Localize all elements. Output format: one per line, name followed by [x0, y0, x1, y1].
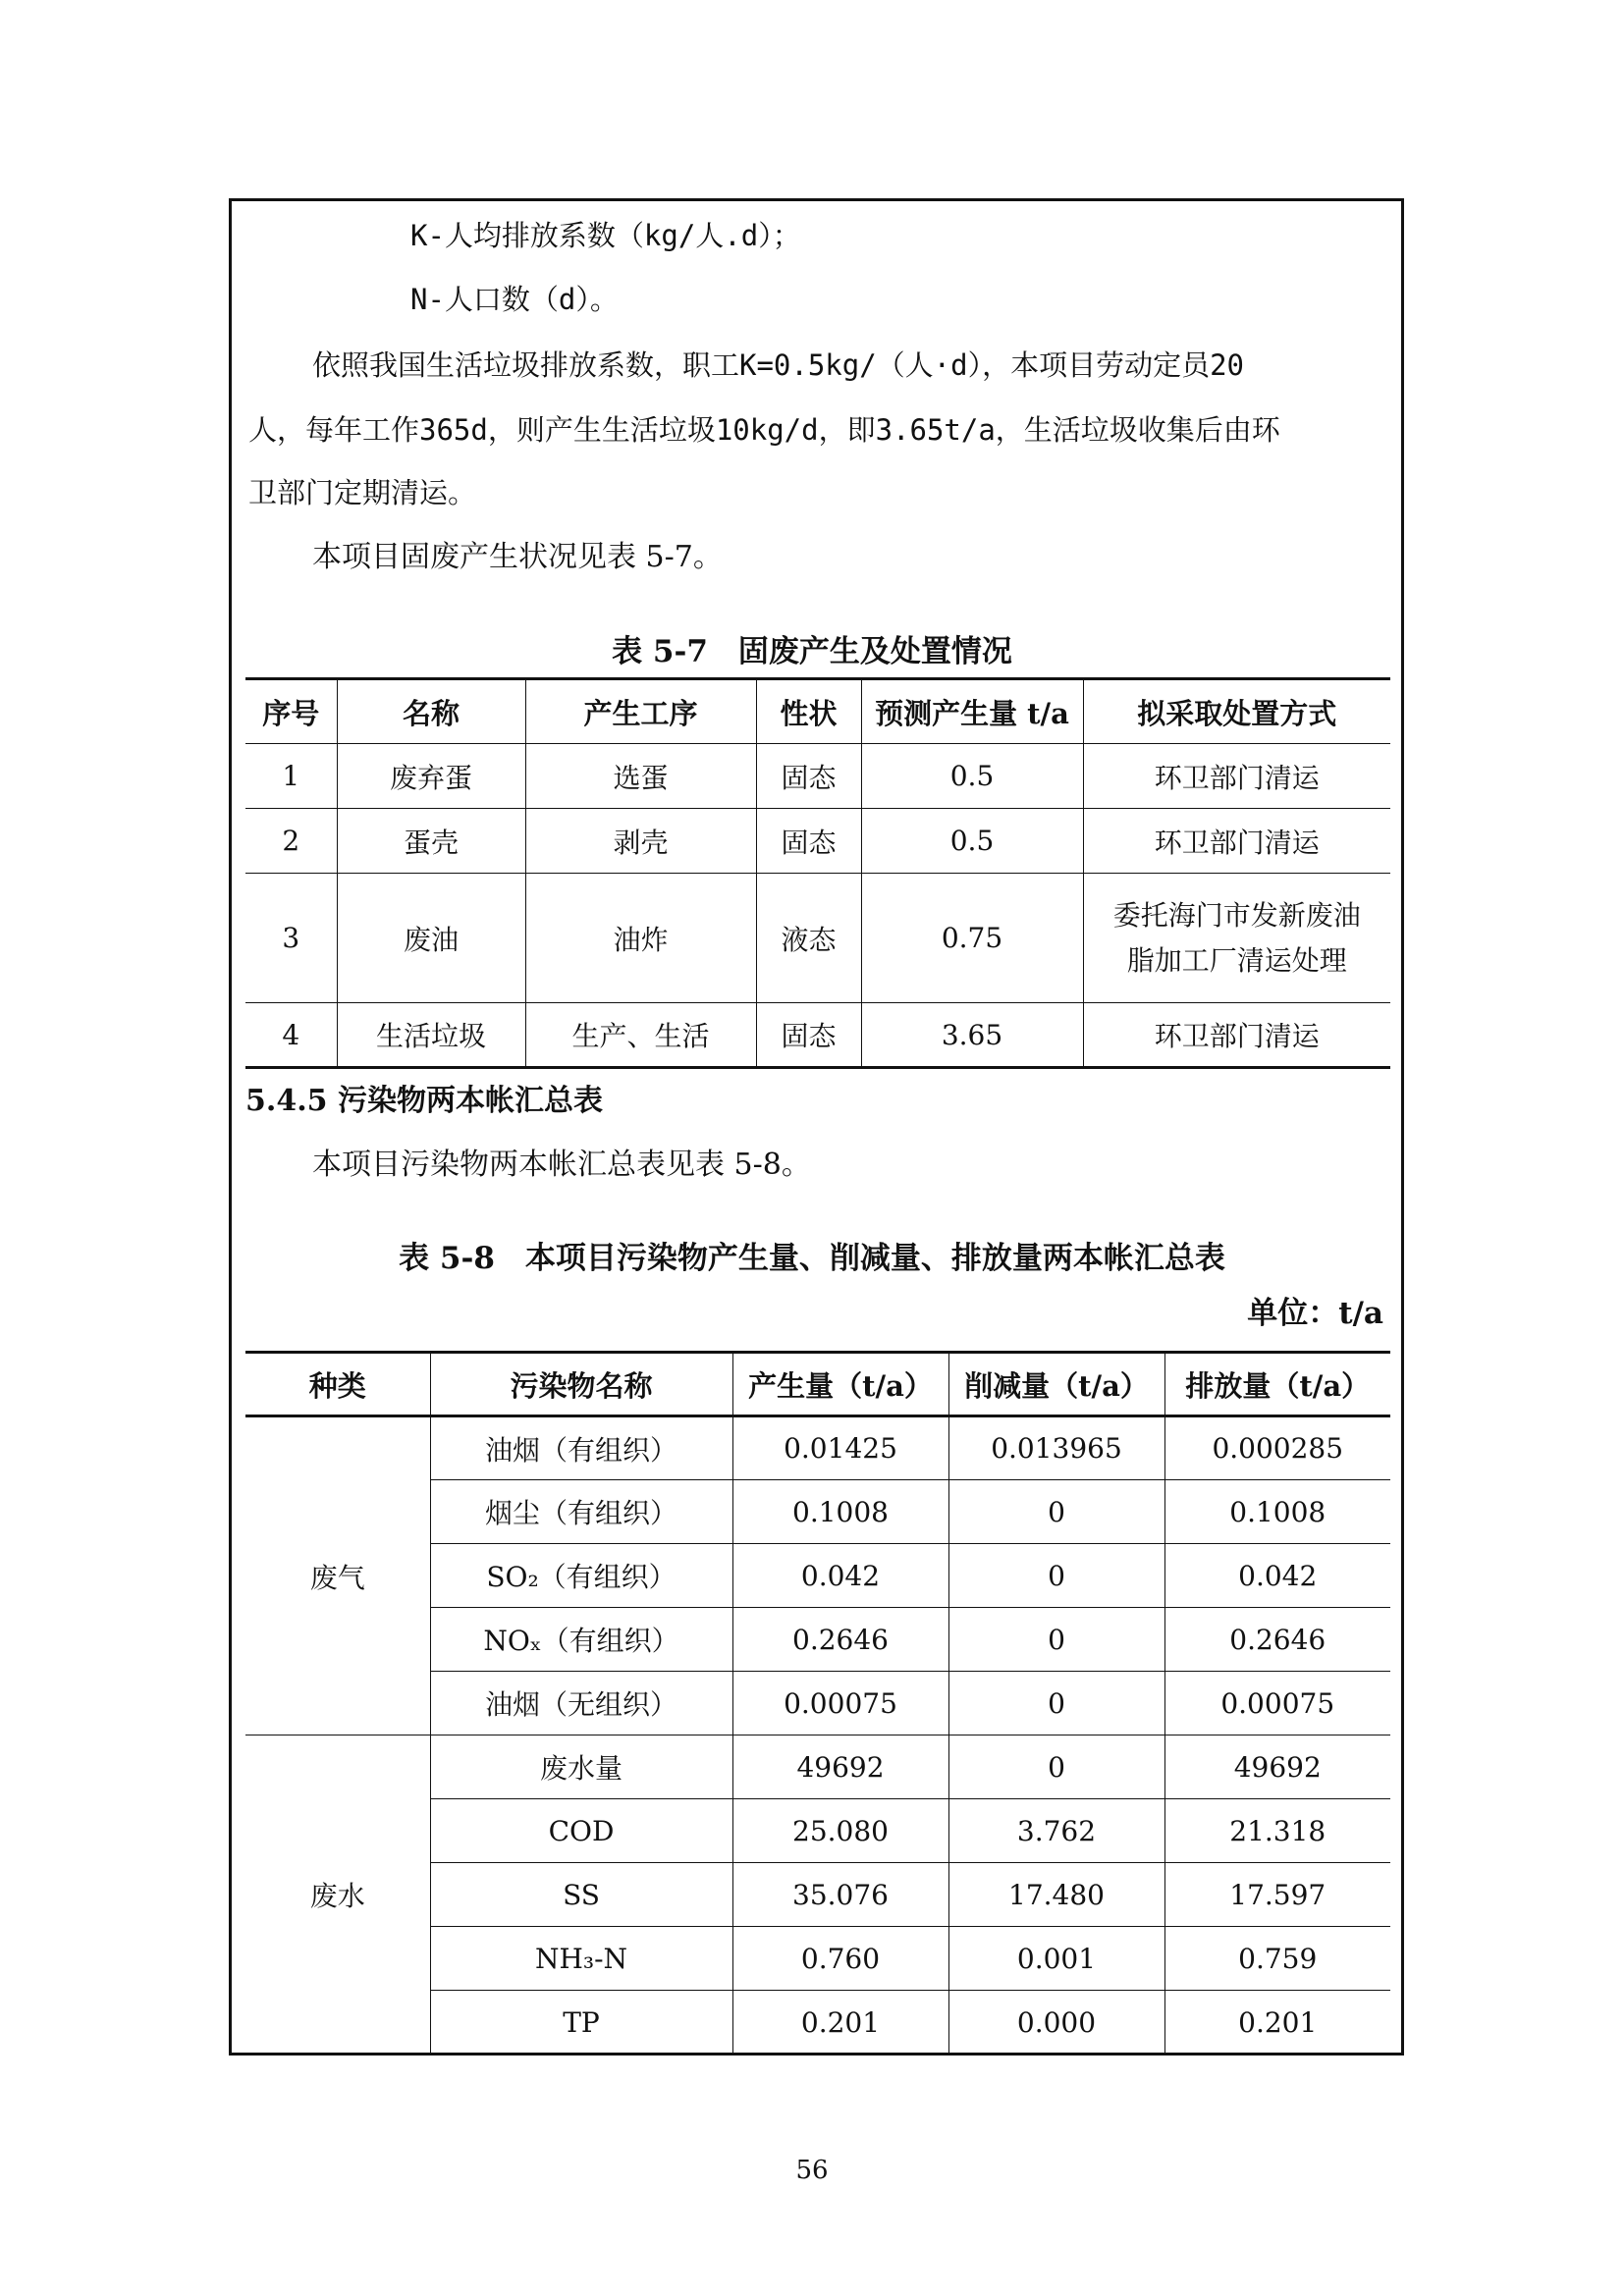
table-caption: 表 5-8 本项目污染物产生量、削减量、排放量两本帐汇总表: [399, 1241, 1225, 1276]
table-cell: 49692: [732, 1735, 948, 1799]
table-cell: 0.000285: [1164, 1416, 1390, 1480]
table-cell: 3.762: [948, 1799, 1164, 1863]
table-cell: 17.480: [948, 1863, 1164, 1927]
table-cell: 油烟（有组织）: [430, 1416, 732, 1480]
table-cell: 0.2646: [1164, 1608, 1390, 1672]
table-cell: 35.076: [732, 1863, 948, 1927]
table-cell: 固态: [756, 744, 861, 809]
category-cell: 废水: [245, 1735, 430, 2055]
table-cell: 0.000: [948, 1991, 1164, 2055]
table-cell: 0.5: [861, 809, 1083, 874]
table-cell: 废油: [337, 874, 525, 1003]
table-cell: 生产、生活: [525, 1003, 756, 1068]
table-cell: TP: [430, 1991, 732, 2055]
table-cell: 0.5: [861, 744, 1083, 809]
paragraph-line: 人，每年工作365d，则产生生活垃圾10kg/d，即3.65t/a，生活垃圾收集后由环: [248, 413, 1280, 447]
column-header: 拟采取处置方式: [1083, 679, 1390, 744]
column-header: 削减量（t/a）: [948, 1353, 1164, 1416]
table-row: [245, 809, 1390, 874]
column-header: 排放量（t/a）: [1164, 1353, 1390, 1416]
table-cell: 0: [948, 1608, 1164, 1672]
cell-line: 脂加工厂清运处理: [1126, 943, 1347, 977]
table-cell: 油炸: [525, 874, 756, 1003]
table-cell: 废水量: [430, 1735, 732, 1799]
table-cell: 0.042: [1164, 1544, 1390, 1608]
column-header: 种类: [245, 1353, 430, 1416]
column-header: 预测产生量 t/a: [861, 679, 1083, 744]
table-cell: 3: [245, 874, 337, 1003]
cell-line: 委托海门市发新废油: [1112, 898, 1361, 932]
table-cell: 0: [948, 1672, 1164, 1735]
table-cell: 液态: [756, 874, 861, 1003]
table-row: [245, 874, 1390, 1003]
table-caption: 表 5-7 固废产生及处置情况: [612, 634, 1012, 669]
table-cell: 环卫部门清运: [1083, 809, 1390, 874]
table-cell: 0: [948, 1544, 1164, 1608]
table-cell: 生活垃圾: [337, 1003, 525, 1068]
table-cell: 固态: [756, 809, 861, 874]
table-cell: NH₃-N: [430, 1927, 732, 1991]
table-cell: 环卫部门清运: [1083, 1003, 1390, 1068]
table-cell: 0.759: [1164, 1927, 1390, 1991]
table-cell: 0.2646: [732, 1608, 948, 1672]
table-cell: NOₓ（有组织）: [430, 1608, 732, 1672]
table-cell: 0.00075: [1164, 1672, 1390, 1735]
table-cell: 废弃蛋: [337, 744, 525, 809]
table-cell: SS: [430, 1863, 732, 1927]
section-heading: 5.4.5 污染物两本帐汇总表: [245, 1084, 603, 1118]
k-definition: K-人均排放系数（kg/人.d）；: [410, 219, 801, 252]
table-cell: 0.75: [861, 874, 1083, 1003]
column-header: 性状: [756, 679, 861, 744]
column-header: 名称: [337, 679, 525, 744]
table-cell: 21.318: [1164, 1799, 1390, 1863]
table-cell: 油烟（无组织）: [430, 1672, 732, 1735]
paragraph: 本项目固废产生状况见表 5-7。: [312, 540, 723, 574]
table-cell: SO₂（有组织）: [430, 1544, 732, 1608]
table-cell: 0.01425: [732, 1416, 948, 1480]
paragraph-line: 依照我国生活垃圾排放系数，职工K=0.5kg/（人·d），本项目劳动定员20: [312, 348, 1245, 382]
table-cell: 烟尘（有组织）: [430, 1480, 732, 1544]
table-cell: 1: [245, 744, 337, 809]
category-cell: 废气: [245, 1416, 430, 1735]
table-row: [245, 744, 1390, 809]
table-cell: 剥壳: [525, 809, 756, 874]
table-cell: 3.65: [861, 1003, 1083, 1068]
table-cell: 固态: [756, 1003, 861, 1068]
table-cell: 环卫部门清运: [1083, 744, 1390, 809]
column-header: 产生量（t/a）: [732, 1353, 948, 1416]
n-definition: N-人口数（d）。: [410, 283, 619, 316]
table-cell: 0.013965: [948, 1416, 1164, 1480]
table-cell: 0.001: [948, 1927, 1164, 1991]
page-number: 56: [795, 2156, 829, 2185]
table-cell: COD: [430, 1799, 732, 1863]
table-cell: 蛋壳: [337, 809, 525, 874]
table-cell: 17.597: [1164, 1863, 1390, 1927]
table-cell: [1083, 874, 1390, 1003]
table-cell: 4: [245, 1003, 337, 1068]
table-cell: 0: [948, 1480, 1164, 1544]
column-header: 污染物名称: [430, 1353, 732, 1416]
paragraph-line: 卫部门定期清运。: [248, 476, 477, 509]
table-cell: 0.1008: [732, 1480, 948, 1544]
table-cell: 0.00075: [732, 1672, 948, 1735]
table-cell: 0.201: [732, 1991, 948, 2055]
table-cell: 选蛋: [525, 744, 756, 809]
column-header: 产生工序: [525, 679, 756, 744]
table-row: [245, 1003, 1390, 1068]
table-cell: 0.042: [732, 1544, 948, 1608]
unit-label: 单位：t/a: [1247, 1296, 1383, 1331]
table-row: [245, 1735, 1390, 1799]
solid-waste-table: [245, 677, 1390, 1069]
table-cell: 0.201: [1164, 1991, 1390, 2055]
table-row: [245, 1416, 1390, 1480]
table-header-row: [245, 1353, 1390, 1416]
table-cell: 2: [245, 809, 337, 874]
table-cell: 0: [948, 1735, 1164, 1799]
table-cell: 25.080: [732, 1799, 948, 1863]
pollutant-ledger-table: [245, 1351, 1390, 2055]
table-header-row: [245, 679, 1390, 744]
table-cell: 49692: [1164, 1735, 1390, 1799]
table-cell: 0.760: [732, 1927, 948, 1991]
table-cell: 0.1008: [1164, 1480, 1390, 1544]
column-header: 序号: [245, 679, 337, 744]
paragraph: 本项目污染物两本帐汇总表见表 5-8。: [312, 1148, 811, 1182]
